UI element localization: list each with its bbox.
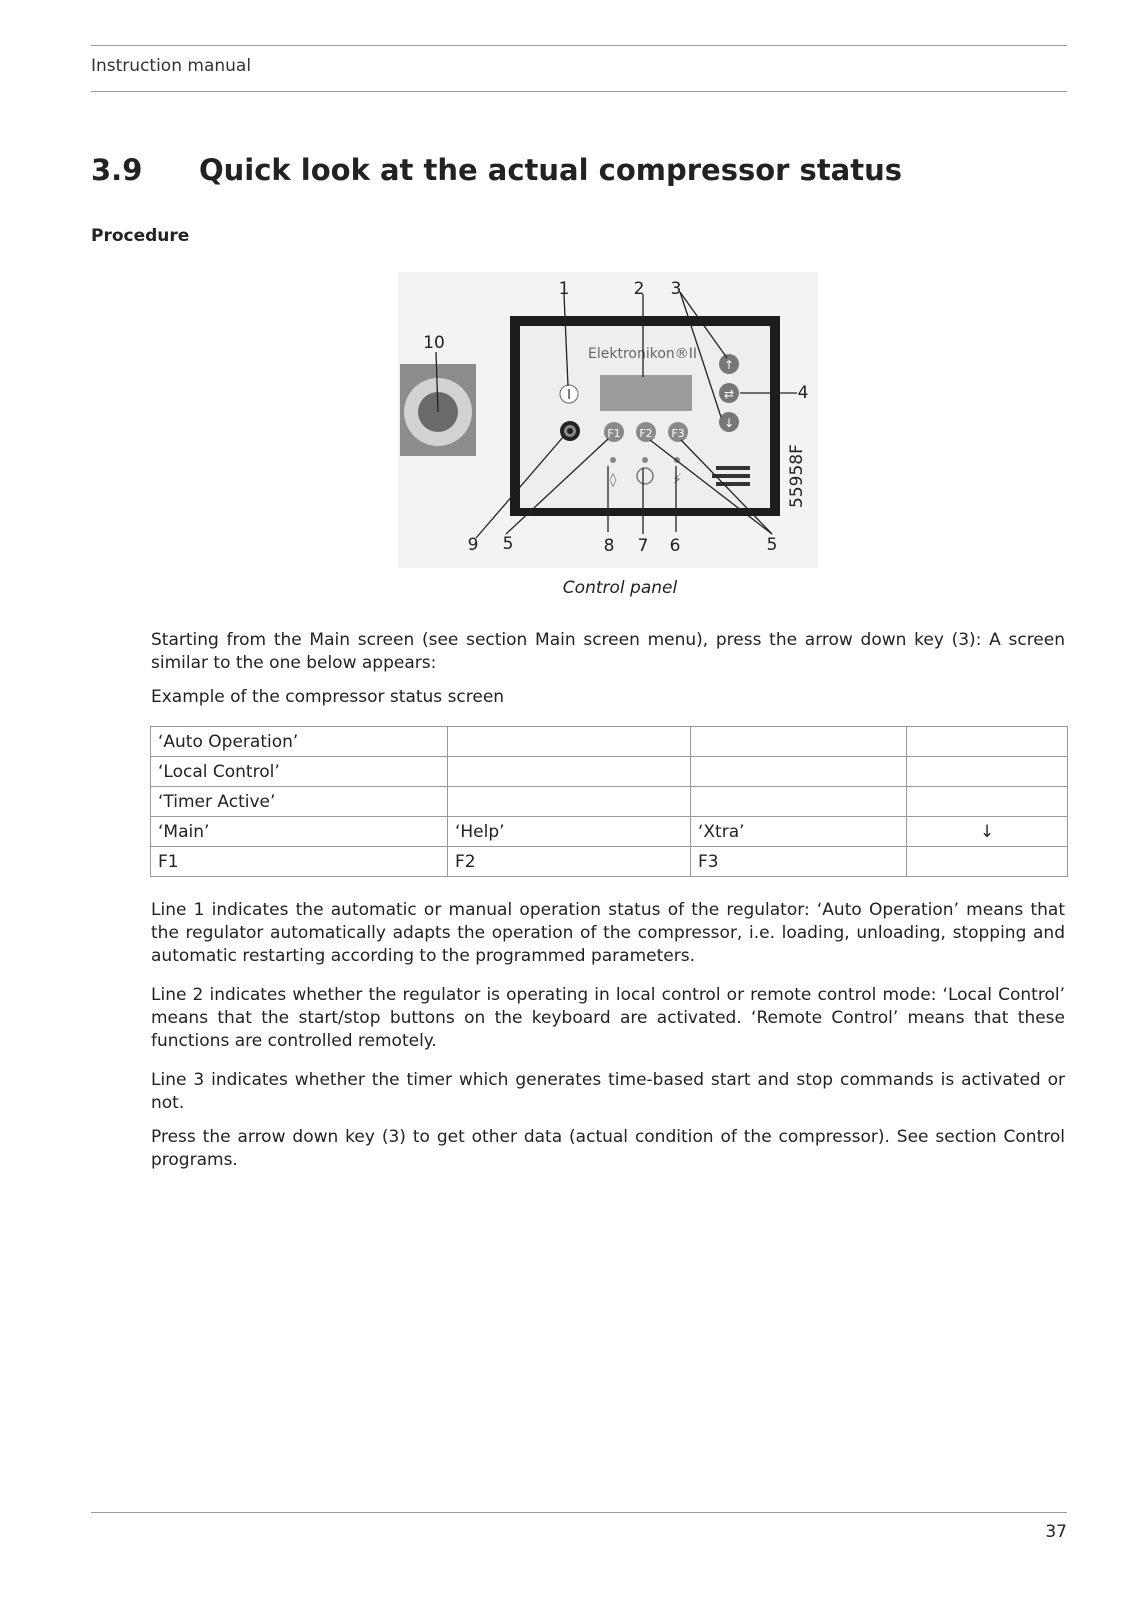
callout-5-right: 5 [766, 535, 778, 555]
brand-logo [712, 466, 750, 486]
automatic-operation-icon: ◊ [609, 472, 617, 488]
section-number: 3.9 [91, 153, 143, 187]
example-label: Example of the compressor status screen [151, 687, 505, 707]
footer-rule [91, 1512, 1067, 1513]
table-cell: F2 [448, 847, 691, 877]
line3-paragraph: Line 3 indicates whether the timer which generates time-based start and stop commands is activated or not. [151, 1070, 1065, 1113]
page-number: 37 [1045, 1522, 1067, 1542]
callout-3: 3 [670, 279, 682, 299]
brand-label: Elektronikon®II [588, 346, 698, 362]
table-cell [448, 757, 691, 787]
callout-9: 9 [467, 535, 479, 555]
callout-4: 4 [797, 383, 809, 403]
control-panel-figure [398, 272, 818, 568]
alarm-icon: ⚡ [672, 472, 682, 488]
controller-panel [510, 316, 807, 516]
arrow-down-icon: ↓ [907, 817, 1068, 847]
header-title: Instruction manual [91, 56, 252, 76]
key-f3-label: F3 [671, 427, 685, 440]
table-cell [448, 727, 691, 757]
arrow-up-icon: ↑ [723, 358, 735, 372]
table-row [151, 757, 1068, 787]
key-f1-label: F1 [607, 427, 621, 440]
intro-paragraph: Starting from the Main screen (see section Main screen menu), press the arrow down key (3): A screen similar to the one below appears: [151, 630, 1065, 673]
callout-2: 2 [633, 279, 645, 299]
callout-1: 1 [558, 279, 570, 299]
table-row [151, 847, 1068, 877]
table-cell: ‘Main’ [151, 817, 448, 847]
table-cell: ‘Help’ [448, 817, 691, 847]
table-cell: F3 [691, 847, 907, 877]
tab-key-icon: ⇄ [723, 387, 735, 401]
table-cell: F1 [151, 847, 448, 877]
figure-caption: Control panel [562, 578, 678, 598]
header-top-rule [91, 45, 1067, 46]
display-screen [600, 375, 692, 411]
table-cell [448, 787, 691, 817]
line1-paragraph: Line 1 indicates the automatic or manual operation status of the regulator: ‘Auto Operation’ means that the regulator automatically adapts the operation of the compressor, i.e. loading, unloading, stopping and automatic restarting according to the programmed parameters. [151, 900, 1065, 966]
callout-6: 6 [669, 536, 681, 556]
table-cell [907, 727, 1068, 757]
callout-5-left: 5 [502, 534, 514, 554]
table-row [151, 787, 1068, 817]
section-title: Quick look at the actual compressor status [199, 153, 903, 187]
procedure-label: Procedure [91, 226, 190, 246]
table-cell [691, 727, 907, 757]
callout-7: 7 [637, 536, 649, 556]
table-cell: ‘Timer Active’ [151, 787, 448, 817]
callout-10: 10 [423, 333, 445, 353]
table-cell [907, 787, 1068, 817]
table-cell [907, 847, 1068, 877]
status-screen-table [150, 726, 1068, 877]
table-row [151, 817, 1068, 847]
table-cell: ‘Xtra’ [691, 817, 907, 847]
table-cell [691, 757, 907, 787]
arrow-down-icon: ↓ [723, 416, 735, 430]
line2-paragraph: Line 2 indicates whether the regulator is operating in local control or remote control mode: ‘Local Control’ means that the start/stop buttons on the keyboard are activated. ‘Remote Control’ means that these functions are controlled remotely. [151, 985, 1065, 1051]
key-f2-label: F2 [639, 427, 653, 440]
table-cell: ‘Local Control’ [151, 757, 448, 787]
start-symbol: I [567, 388, 571, 403]
table-row [151, 727, 1068, 757]
next-step-paragraph: Press the arrow down key (3) to get other data (actual condition of the compressor). See section Control programs. [151, 1127, 1065, 1170]
header-bottom-rule [91, 91, 1067, 92]
callout-8: 8 [603, 536, 615, 556]
table-cell [907, 757, 1068, 787]
table-cell: ‘Auto Operation’ [151, 727, 448, 757]
figure-code: 55958F [787, 444, 807, 508]
table-cell [691, 787, 907, 817]
